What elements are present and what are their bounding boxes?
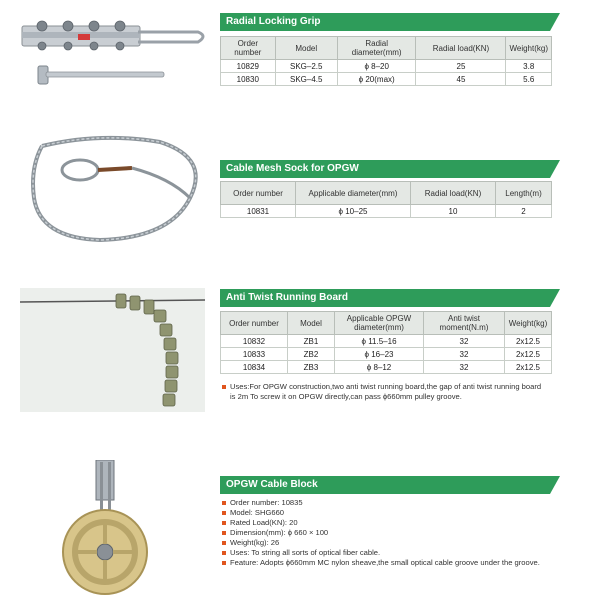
table-row <box>221 73 552 86</box>
anti-twist-running-board-table <box>220 311 552 374</box>
col-radial-diameter: Radial diameter(mm) <box>337 37 416 60</box>
opgw-cable-block-image <box>60 460 150 600</box>
cell: 2x12.5 <box>505 361 552 374</box>
cell: ϕ 10–25 <box>296 205 411 218</box>
table-header-row <box>221 182 552 205</box>
opgw-cable-block-title: OPGW Cable Block <box>220 476 550 494</box>
radial-locking-grip-image <box>20 12 205 102</box>
cell: ZB3 <box>288 361 335 374</box>
table-row <box>221 361 552 374</box>
col-order-number: Order number <box>221 182 296 205</box>
col-radial-load: Radial load(KN) <box>416 37 506 60</box>
cell: 10830 <box>221 73 276 86</box>
col-radial-load: Radial load(KN) <box>411 182 496 205</box>
col-order-number: Order number <box>221 312 288 335</box>
cell: 10829 <box>221 60 276 73</box>
spec-weight: Weight(kg): 26 <box>222 538 552 548</box>
table-row <box>221 60 552 73</box>
table-row <box>221 335 552 348</box>
cell: ZB2 <box>288 348 335 361</box>
cable-mesh-sock-table <box>220 181 552 218</box>
cell: 2x12.5 <box>505 348 552 361</box>
table-row <box>221 348 552 361</box>
spec-dimension: Dimension(mm): ϕ 660 × 100 <box>222 528 552 538</box>
col-model: Model <box>275 37 337 60</box>
col-anti-twist-moment: Anti twist moment(N.m) <box>424 312 505 335</box>
anti-twist-usage-note <box>222 382 548 402</box>
col-weight: Weight(kg) <box>506 37 552 60</box>
cell: 3.8 <box>506 60 552 73</box>
spec-uses: Uses: To string all sorts of optical fiber cable. <box>222 548 552 558</box>
cable-mesh-sock-image <box>20 128 205 248</box>
col-model: Model <box>288 312 335 335</box>
cell: SKG–4.5 <box>275 73 337 86</box>
cell: ϕ 20(max) <box>337 73 416 86</box>
anti-twist-running-board-image <box>20 288 205 412</box>
anti-twist-running-board-title: Anti Twist Running Board <box>220 289 550 307</box>
spec-model: Model: SHG660 <box>222 508 552 518</box>
table-header-row <box>221 312 552 335</box>
cell: ϕ 8–12 <box>335 361 424 374</box>
cell: 10834 <box>221 361 288 374</box>
cell: ϕ 16–23 <box>335 348 424 361</box>
cell: 10 <box>411 205 496 218</box>
cell: SKG–2.5 <box>275 60 337 73</box>
cell: 5.6 <box>506 73 552 86</box>
usage-note-text: Uses:For OPGW construction,two anti twist running board,the gap of anti twist running board is 2m To screw it on OPGW directly,can pass ϕ660mm pulley groove. <box>222 382 548 402</box>
cell: 10831 <box>221 205 296 218</box>
cable-mesh-sock-title: Cable Mesh Sock for OPGW <box>220 160 550 178</box>
cell: 32 <box>424 335 505 348</box>
cell: 32 <box>424 361 505 374</box>
spec-feature: Feature: Adopts ϕ660mm MC nylon sheave,the small optical cable groove under the groove. <box>222 558 552 568</box>
cell: ZB1 <box>288 335 335 348</box>
table-row <box>221 205 552 218</box>
col-weight: Weight(kg) <box>505 312 552 335</box>
cell: 25 <box>416 60 506 73</box>
radial-locking-grip-table <box>220 36 552 86</box>
spec-order-number: Order number: 10835 <box>222 498 552 508</box>
table-header-row <box>221 37 552 60</box>
col-applicable-diameter: Applicable diameter(mm) <box>296 182 411 205</box>
cell: 2x12.5 <box>505 335 552 348</box>
cell: 10833 <box>221 348 288 361</box>
cell: 10832 <box>221 335 288 348</box>
cell: 45 <box>416 73 506 86</box>
col-applicable-opgw-diameter: Applicable OPGW diameter(mm) <box>335 312 424 335</box>
col-order-number: Order number <box>221 37 276 60</box>
radial-locking-grip-title: Radial Locking Grip <box>220 13 550 31</box>
spec-rated-load: Rated Load(KN): 20 <box>222 518 552 528</box>
cell: 2 <box>496 205 552 218</box>
opgw-cable-block-specs <box>222 498 552 568</box>
col-length: Length(m) <box>496 182 552 205</box>
cell: ϕ 8–20 <box>337 60 416 73</box>
cell: ϕ 11.5–16 <box>335 335 424 348</box>
cell: 32 <box>424 348 505 361</box>
